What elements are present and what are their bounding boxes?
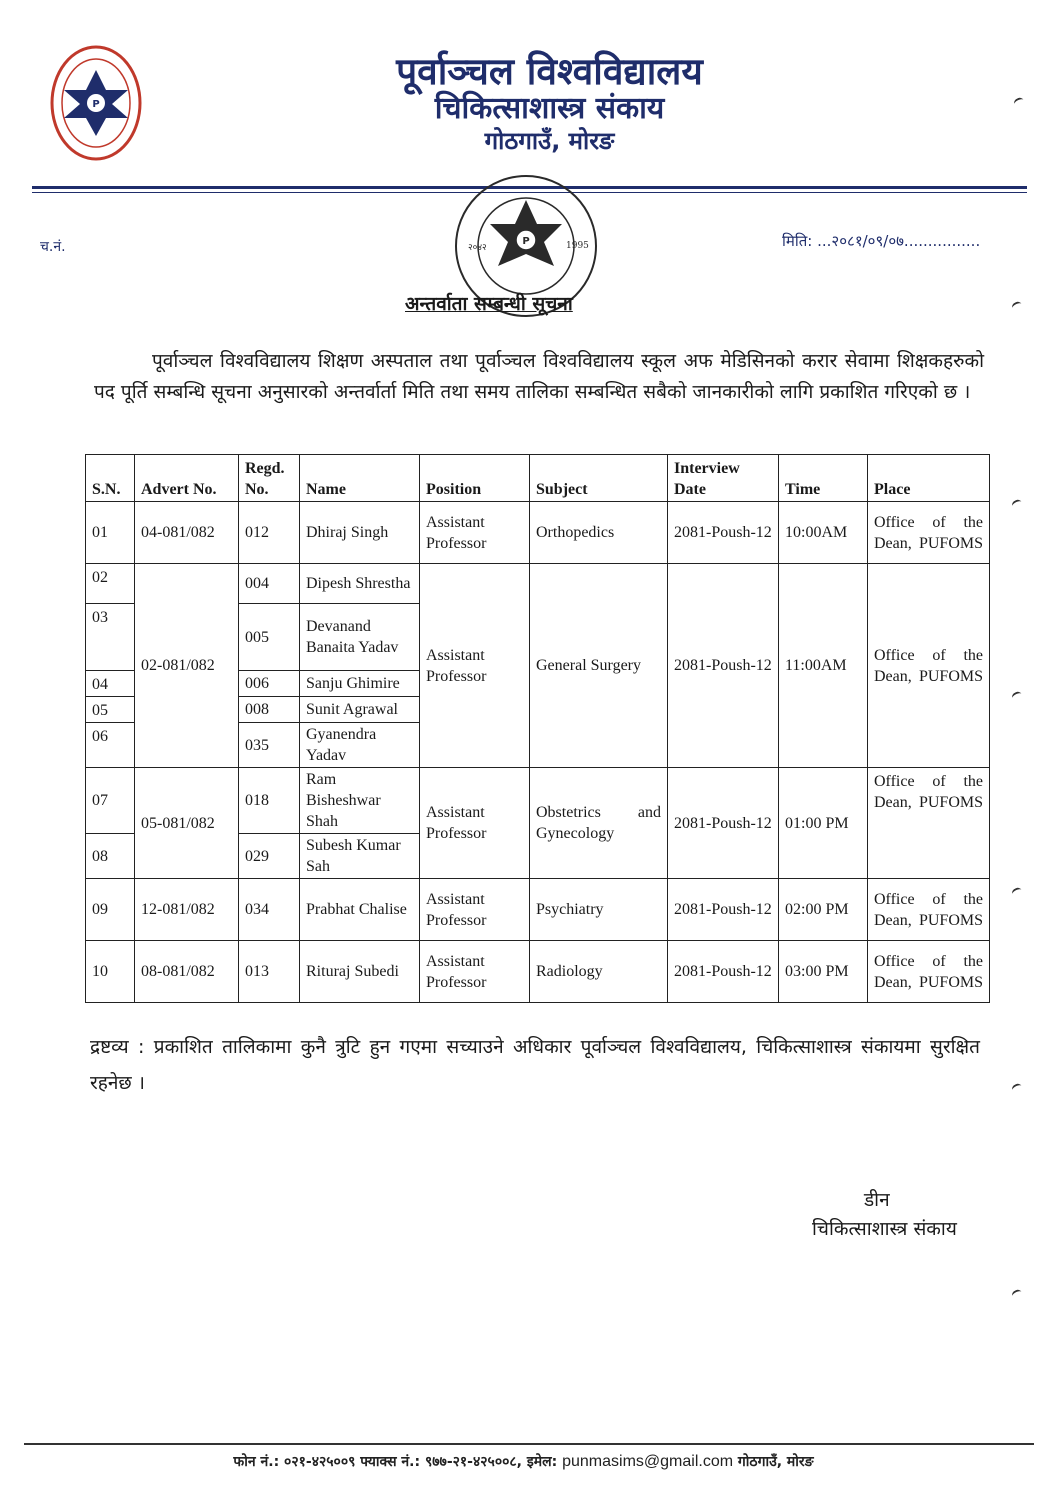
cell-regd-no: 008 xyxy=(239,697,300,723)
cell-name: Dipesh Shrestha xyxy=(300,564,420,604)
scan-mark xyxy=(1011,498,1023,509)
cell-sn: 07 xyxy=(86,768,135,834)
cell-name: Subesh Kumar Sah xyxy=(300,834,420,879)
cell-advert-no: 04-081/082 xyxy=(135,502,239,564)
cell-name: Sunit Agrawal xyxy=(300,697,420,723)
svg-text:P: P xyxy=(92,99,100,110)
svg-text:२०४२: २०४२ xyxy=(468,243,487,253)
table-row xyxy=(86,941,990,1003)
cell-date: 2081-Poush-12 xyxy=(668,502,779,564)
cell-name: Prabhat Chalise xyxy=(300,879,420,941)
cell-advert-no: 05-081/082 xyxy=(135,768,239,879)
cell-position: Assistant Professor xyxy=(420,768,530,879)
cell-subject: Psychiatry xyxy=(530,879,668,941)
signatory-name: डीन xyxy=(864,1189,890,1211)
header-sn: S.N. xyxy=(86,455,135,502)
cell-regd-no: 018 xyxy=(239,768,300,834)
note: द्रष्टव्य : प्रकाशित तालिकामा कुनै त्रुटि हुन गएमा सच्याउने अधिकार पूर्वाञ्चल विश्वविद्यालय, चिकित्साशास्त्र संकायमा सुरक्षित रहनेछ । xyxy=(90,1036,980,1094)
cell-date: 2081-Poush-12 xyxy=(668,564,779,768)
header-name: Name xyxy=(300,455,420,502)
cell-regd-no: 006 xyxy=(239,671,300,697)
scan-mark xyxy=(1011,1288,1023,1299)
cell-regd-no: 029 xyxy=(239,834,300,879)
cell-position: Assistant Professor xyxy=(420,502,530,564)
scan-mark xyxy=(1011,300,1023,311)
table-header-row xyxy=(86,455,990,502)
cell-place: Office of the Dean, PUFOMS xyxy=(868,879,990,941)
cell-subject: General Surgery xyxy=(530,564,668,768)
cell-sn: 02 xyxy=(86,564,135,604)
table-row xyxy=(86,502,990,564)
scan-mark xyxy=(1011,886,1023,897)
svg-text:P: P xyxy=(522,236,530,247)
cell-date: 2081-Poush-12 xyxy=(668,941,779,1003)
cell-place: Office of the Dean, PUFOMS xyxy=(868,502,990,564)
cell-sn: 09 xyxy=(86,879,135,941)
faculty-name: चिकित्साशास्त्र संकाय xyxy=(434,91,665,126)
cell-regd-no: 004 xyxy=(239,564,300,604)
cell-name: Sanju Ghimire xyxy=(300,671,420,697)
cell-sn: 04 xyxy=(86,671,135,697)
cell-regd-no: 012 xyxy=(239,502,300,564)
footer-phone-fax: फोन नं.: ०२१-४२५००९ फ्याक्स नं.: ९७७-२१-४२५००८, इमेल: xyxy=(233,1454,558,1470)
cell-place: Office of the Dean, PUFOMS xyxy=(868,564,990,768)
header-time: Time xyxy=(779,455,868,502)
header-subject: Subject xyxy=(530,455,668,502)
header-position: Position xyxy=(420,455,530,502)
issue-date: मिति: ...२०८१/०९/०७................ xyxy=(782,232,981,250)
cell-name: Dhiraj Singh xyxy=(300,502,420,564)
cell-time: 02:00 PM xyxy=(779,879,868,941)
cell-sn: 06 xyxy=(86,723,135,768)
cell-regd-no: 005 xyxy=(239,604,300,671)
cell-date: 2081-Poush-12 xyxy=(668,879,779,941)
scan-mark xyxy=(1011,1082,1023,1093)
footer-email[interactable]: punmasims@gmail.com xyxy=(562,1453,734,1470)
header-interview-date: Interview Date xyxy=(668,455,779,502)
notice-body: पूर्वाञ्चल विश्वविद्यालय शिक्षण अस्पताल तथा पूर्वाञ्चल विश्वविद्यालय स्कूल अफ मेडिसिनको करार सेवामा शिक्षकहरुको पद पूर्ति सम्बन्धि सूचना अनुसारको अन्तर्वार्ता मिति तथा समय तालिका सम्बन्धित सबैको जानकारीको लागि प्रकाशित गरिएको छ । xyxy=(94,350,984,403)
cell-sn: 01 xyxy=(86,502,135,564)
scan-mark xyxy=(1011,690,1023,701)
cell-advert-no: 02-081/082 xyxy=(135,564,239,768)
cell-sn: 08 xyxy=(86,834,135,879)
cell-regd-no: 034 xyxy=(239,879,300,941)
header-regd-no: Regd. No. xyxy=(239,455,300,502)
cell-position: Assistant Professor xyxy=(420,941,530,1003)
location: गोठगाउँ, मोरङ xyxy=(484,127,615,155)
cell-subject: Obstetrics and Gynecology xyxy=(530,768,668,879)
cell-name: Ram Bisheshwar Shah xyxy=(300,768,420,834)
cell-subject: Orthopedics xyxy=(530,502,668,564)
cell-date: 2081-Poush-12 xyxy=(668,768,779,879)
footer-place: गोठगाउँ, मोरङ xyxy=(737,1454,814,1470)
cell-advert-no: 12-081/082 xyxy=(135,879,239,941)
cell-place: Office of the Dean, PUFOMS xyxy=(868,768,990,879)
table-row xyxy=(86,564,990,604)
cell-time: 01:00 PM xyxy=(779,768,868,879)
notice-title: अन्तर्वाता सम्बन्धी सूचना xyxy=(405,293,573,315)
cell-name: Devanand Banaita Yadav xyxy=(300,604,420,671)
cell-position: Assistant Professor xyxy=(420,879,530,941)
cell-place: Office of the Dean, PUFOMS xyxy=(868,941,990,1003)
svg-text:1995: 1995 xyxy=(566,241,589,251)
cell-regd-no: 035 xyxy=(239,723,300,768)
cell-sn: 10 xyxy=(86,941,135,1003)
header-place: Place xyxy=(868,455,990,502)
cell-regd-no: 013 xyxy=(239,941,300,1003)
reference-number-label: च.नं. xyxy=(40,239,66,255)
interview-schedule-table xyxy=(85,454,990,1003)
cell-subject: Radiology xyxy=(530,941,668,1003)
footer-rule xyxy=(24,1443,1034,1445)
cell-name: Gyanendra Yadav xyxy=(300,723,420,768)
cell-name: Rituraj Subedi xyxy=(300,941,420,1003)
cell-sn: 03 xyxy=(86,604,135,671)
cell-time: 03:00 PM xyxy=(779,941,868,1003)
cell-time: 11:00AM xyxy=(779,564,868,768)
header-advert-no: Advert No. xyxy=(135,455,239,502)
cell-sn: 05 xyxy=(86,697,135,723)
cell-advert-no: 08-081/082 xyxy=(135,941,239,1003)
signatory-title: चिकित्साशास्त्र संकाय xyxy=(812,1218,957,1240)
cell-position: Assistant Professor xyxy=(420,564,530,768)
university-name: पूर्वाञ्चल विश्वविद्यालय xyxy=(396,50,703,93)
table-row xyxy=(86,768,990,834)
footer-contact xyxy=(0,1452,1047,1471)
table-row xyxy=(86,879,990,941)
cell-time: 10:00AM xyxy=(779,502,868,564)
